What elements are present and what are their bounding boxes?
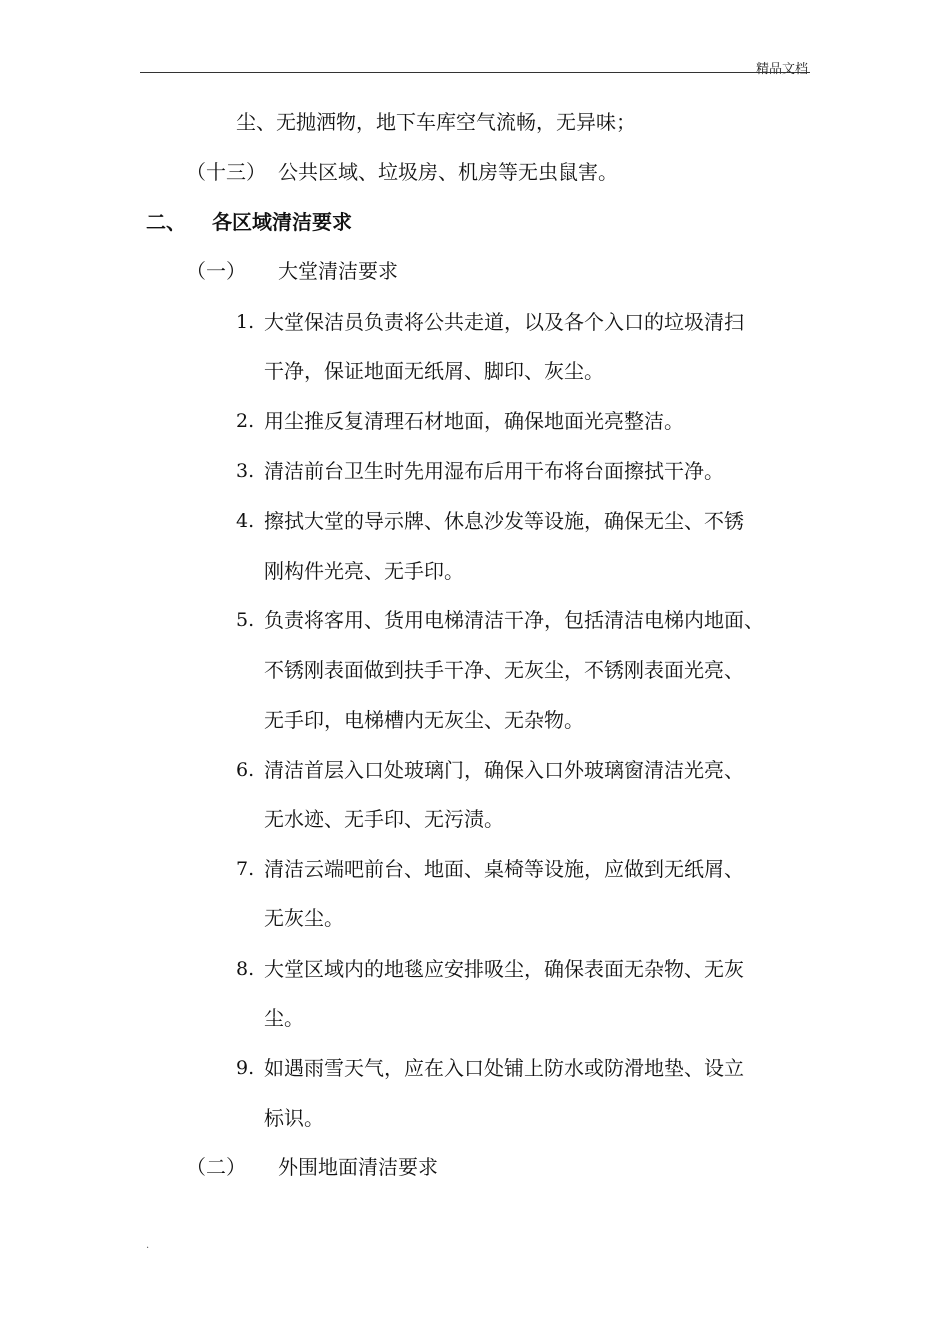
list-item-text: 清洁首层入口处玻璃门，确保入口外玻璃窗清洁光亮、 (264, 758, 744, 782)
continued-line: 尘、无抛洒物，地下车库空气流畅，无异味； (236, 110, 636, 134)
list-item-text: 无手印，电梯槽内无灰尘、无杂物。 (264, 708, 584, 732)
list-item-text: 清洁云端吧前台、地面、桌椅等设施，应做到无纸屑、 (264, 857, 744, 881)
list-item-number: 5. (236, 609, 255, 631)
footer-mark: . (146, 1240, 150, 1251)
list-item-number: 2. (236, 410, 255, 432)
list-item-text: 用尘推反复清理石材地面，确保地面光亮整洁。 (264, 409, 684, 433)
list-item-number: 7. (236, 858, 255, 880)
list-item-number: 6. (236, 759, 255, 781)
list-item-text: 不锈刚表面做到扶手干净、无灰尘，不锈刚表面光亮、 (264, 658, 744, 682)
list-item-text: 大堂保洁员负责将公共走道，以及各个入口的垃圾清扫 (264, 310, 744, 334)
list-item-text: 无灰尘。 (264, 906, 344, 930)
subsection-2-marker: （二） (186, 1155, 246, 1179)
list-item-text: 如遇雨雪天气，应在入口处铺上防水或防滑地垫、设立 (264, 1056, 744, 1080)
section-2-marker: 二、 (146, 210, 186, 234)
header-divider (140, 72, 810, 73)
page-header-text: 精品文档 (755, 62, 808, 77)
list-item-text: 无水迹、无手印、无污渍。 (264, 807, 504, 831)
list-item-number: 3. (236, 460, 255, 482)
list-item-text: 擦拭大堂的导示牌、休息沙发等设施，确保无尘、不锈 (264, 509, 744, 533)
list-item-text: 负责将客用、货用电梯清洁干净，包括清洁电梯内地面、 (264, 608, 764, 632)
list-item-text: 大堂区域内的地毯应安排吸尘，确保表面无杂物、无灰 (264, 957, 744, 981)
list-item-number: 4. (236, 510, 255, 532)
section-2-title: 各区域清洁要求 (212, 210, 352, 234)
list-item-number: 1. (236, 311, 255, 333)
item-13-text: 公共区域、垃圾房、机房等无虫鼠害。 (278, 160, 618, 184)
list-item-text: 刚构件光亮、无手印。 (264, 559, 464, 583)
list-item-text: 标识。 (264, 1106, 324, 1130)
subsection-2-title: 外围地面清洁要求 (278, 1155, 438, 1179)
list-item-text: 干净，保证地面无纸屑、脚印、灰尘。 (264, 359, 604, 383)
list-item-text: 尘。 (264, 1006, 304, 1030)
item-13-marker: （十三） (186, 160, 266, 184)
subsection-1-title: 大堂清洁要求 (278, 259, 398, 283)
list-item-number: 9. (236, 1057, 255, 1079)
subsection-1-marker: （一） (186, 259, 246, 283)
list-item-text: 清洁前台卫生时先用湿布后用干布将台面擦拭干净。 (264, 459, 724, 483)
list-item-number: 8. (236, 958, 255, 980)
